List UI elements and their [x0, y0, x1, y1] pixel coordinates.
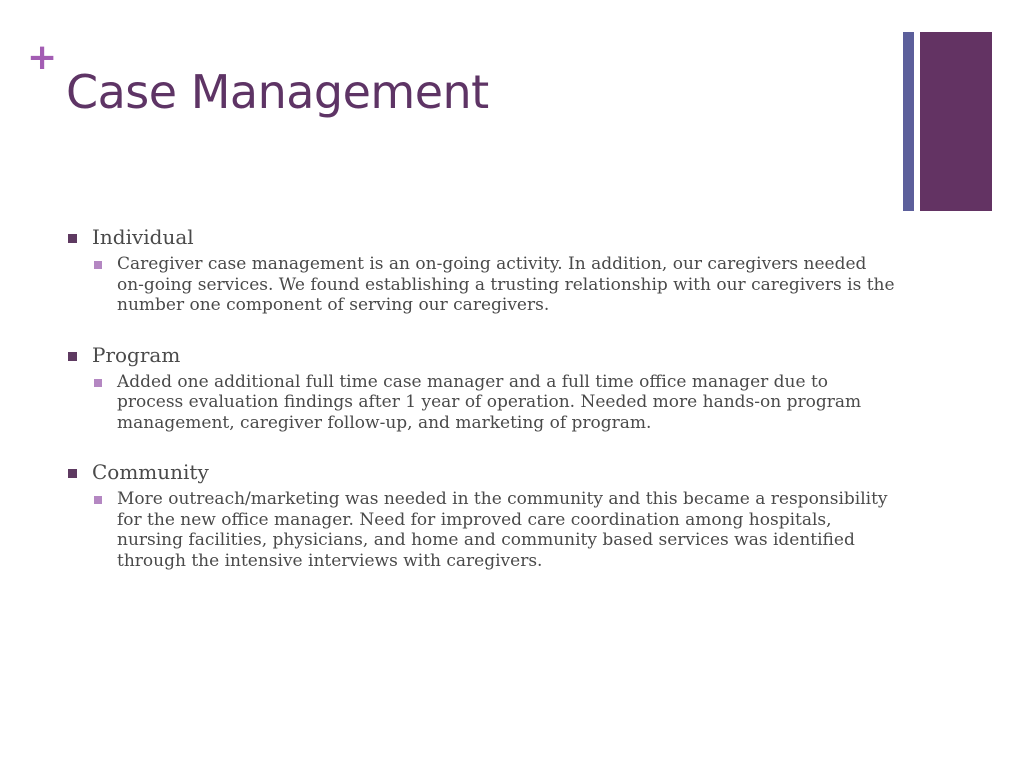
- square-bullet-icon: [94, 261, 102, 269]
- slide-content: [66, 224, 896, 597]
- sub-bullet-item: [92, 489, 896, 571]
- square-bullet-icon: [94, 379, 102, 387]
- square-bullet-icon: [68, 469, 77, 478]
- sub-bullet-text: Caregiver case management is an on-going activity. In addition, our caregivers needed on-going services. We found establishing a trusting relationship with our caregivers is the number one component of serving our caregivers.: [117, 254, 895, 315]
- bullet-heading: Community: [92, 460, 209, 484]
- bullet-item: [66, 459, 896, 485]
- square-bullet-icon: [68, 352, 77, 361]
- section-program: [66, 342, 896, 434]
- slide-title: Case Management: [66, 65, 489, 119]
- section-community: [66, 459, 896, 571]
- bullet-heading: Program: [92, 342, 181, 367]
- sub-bullet-item: [92, 254, 896, 316]
- decorative-bar-wide: [920, 32, 992, 211]
- decorative-bar-thin: [903, 32, 914, 211]
- sub-bullet-text: More outreach/marketing was needed in the community and this became a responsibility for the new office manager. Need for improved care coordination among hospitals, nursing facilities, physicians, and home and community based services was identified through the intensive interviews with caregivers.: [117, 489, 888, 571]
- bullet-item: [66, 224, 896, 250]
- bullet-item: [66, 342, 896, 368]
- plus-icon: +: [27, 37, 58, 78]
- sub-bullet-item: [92, 372, 896, 434]
- sub-bullet-text: Added one additional full time case manager and a full time office manager due to process evaluation findings after 1 year of operation. Needed more hands-on program management, caregiver follow-up, and marketing of program.: [117, 371, 862, 433]
- section-individual: [66, 224, 896, 316]
- square-bullet-icon: [94, 496, 102, 504]
- bullet-heading: Individual: [92, 225, 194, 249]
- square-bullet-icon: [68, 234, 77, 243]
